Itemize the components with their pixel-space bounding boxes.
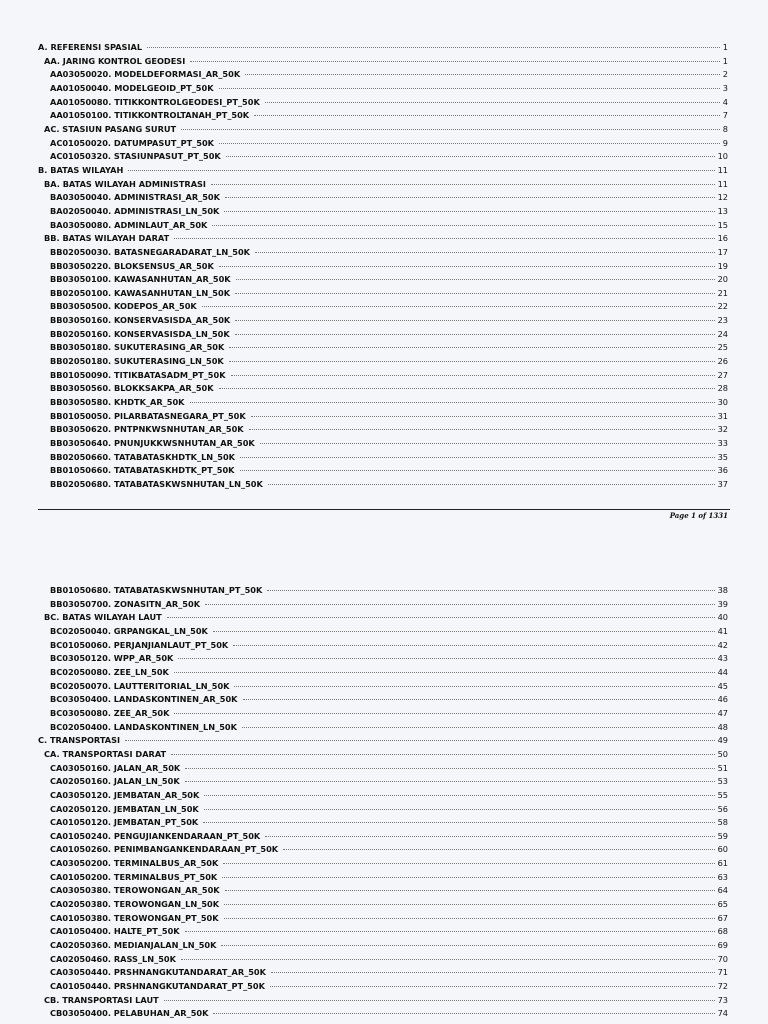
toc-entry-label: CA03050160. JALAN_AR_50K [50, 762, 181, 773]
toc-entry-page-number: 23 [717, 315, 728, 326]
toc-entry[interactable] [0, 994, 768, 1008]
dot-leader [222, 877, 714, 878]
toc-entry[interactable] [0, 178, 768, 192]
toc-entry-page-number: 47 [717, 707, 728, 718]
toc-entry-label: AA01050100. TITIKKONTROLTANAH_PT_50K [50, 110, 250, 121]
toc-entry-page-number: 10 [717, 151, 728, 162]
toc-entry-label: BA03050040. ADMINISTRASI_AR_50K [50, 192, 220, 203]
toc-entry[interactable] [0, 775, 768, 789]
toc-entry-page-number: 68 [717, 926, 728, 937]
toc-entry-page-number: 59 [717, 830, 728, 841]
dot-leader [213, 631, 715, 632]
dot-leader [235, 320, 714, 321]
dot-leader [128, 170, 714, 171]
toc-entry-page-number: 45 [717, 680, 728, 691]
toc-entry[interactable] [0, 611, 768, 625]
toc-entry-label: CA01050400. HALTE_PT_50K [50, 926, 180, 937]
toc-entry-page-number: 7 [722, 110, 728, 121]
toc-entry[interactable] [0, 680, 768, 694]
toc-entry-page-number: 40 [717, 612, 728, 623]
toc-entry-label: BB03050560. BLOKKSAKPA_AR_50K [50, 383, 214, 394]
dot-leader [245, 74, 720, 75]
dot-leader [233, 645, 714, 646]
toc-entry-label: AA01050080. TITIKKONTROLGEODESI_PT_50K [50, 96, 260, 107]
dot-leader [224, 904, 715, 905]
toc-entry-page-number: 64 [717, 885, 728, 896]
toc-entry-page-number: 65 [717, 899, 728, 910]
toc-entry[interactable] [0, 191, 768, 205]
toc-entry-page-number: 46 [717, 694, 728, 705]
toc-entry-page-number: 20 [717, 274, 728, 285]
toc-entry-page-number: 60 [717, 844, 728, 855]
toc-entry[interactable] [0, 437, 768, 451]
dot-leader [283, 849, 714, 850]
dot-leader [225, 197, 715, 198]
dot-leader [203, 822, 714, 823]
toc-entry-page-number: 51 [717, 762, 728, 773]
toc-entry-label: AC. STASIUN PASANG SURUT [44, 123, 177, 134]
toc-entry-page-number: 55 [717, 789, 728, 800]
toc-entry[interactable] [0, 287, 768, 301]
toc-entry[interactable] [0, 584, 768, 598]
toc-entry-page-number: 11 [717, 164, 728, 175]
dot-leader [265, 836, 714, 837]
toc-entry-page-number: 30 [717, 397, 728, 408]
toc-entry-page-number: 33 [717, 438, 728, 449]
toc-entry[interactable] [0, 314, 768, 328]
toc-entry-label: BA02050040. ADMINISTRASI_LN_50K [50, 205, 220, 216]
toc-entry-page-number: 41 [717, 625, 728, 636]
toc-entry[interactable] [0, 816, 768, 830]
toc-entry-label: BA. BATAS WILAYAH ADMINISTRASI [44, 178, 206, 189]
toc-entry-page-number: 27 [717, 369, 728, 380]
toc-entry-label: BB01050050. PILARBATASNEGARA_PT_50K [50, 410, 246, 421]
footer-divider [38, 509, 730, 510]
toc-entry-page-number: 24 [717, 328, 728, 339]
dot-leader [181, 129, 720, 130]
dot-leader [202, 306, 715, 307]
toc-entry-label: BC02050400. LANDASKONTINEN_LN_50K [50, 721, 237, 732]
toc-entry-page-number: 28 [717, 383, 728, 394]
toc-entry[interactable] [0, 721, 768, 735]
toc-entry-page-number: 72 [717, 981, 728, 992]
toc-entry-label: AA01050040. MODELGEOID_PT_50K [50, 82, 214, 93]
toc-entry-label: BB03050160. KONSERVASISDA_AR_50K [50, 315, 231, 326]
toc-entry-label: CA. TRANSPORTASI DARAT [44, 748, 167, 759]
toc-entry-label: BB03050640. PNUNJUKKWSNHUTAN_AR_50K [50, 438, 255, 449]
toc-entry-label: BC. BATAS WILAYAH LAUT [44, 612, 162, 623]
toc-entry[interactable] [0, 41, 768, 55]
toc-entry-page-number: 48 [717, 721, 728, 732]
toc-entry[interactable] [0, 55, 768, 69]
toc-entry-label: BB03050100. KAWASANHUTAN_AR_50K [50, 274, 231, 285]
toc-entry-page-number: 21 [717, 287, 728, 298]
toc-entry-label: CA03050200. TERMINALBUS_AR_50K [50, 858, 219, 869]
toc-entry[interactable] [0, 328, 768, 342]
toc-entry[interactable] [0, 884, 768, 898]
toc-entry-page-number: 39 [717, 598, 728, 609]
toc-entry-label: BC03050400. LANDASKONTINEN_AR_50K [50, 694, 238, 705]
toc-entry-label: AA03050020. MODELDEFORMASI_AR_50K [50, 69, 241, 80]
toc-entry-label: CB03050400. PELABUHAN_AR_50K [50, 1008, 209, 1019]
toc-entry-page-number: 61 [717, 858, 728, 869]
toc-entry-page-number: 2 [722, 69, 728, 80]
toc-entry-label: CA01050380. TEROWONGAN_PT_50K [50, 912, 219, 923]
dot-leader [125, 740, 715, 741]
toc-entry-page-number: 58 [717, 817, 728, 828]
dot-leader [240, 457, 715, 458]
toc-entry[interactable] [0, 898, 768, 912]
toc-entry-page-number: 63 [717, 871, 728, 882]
dot-leader [226, 156, 715, 157]
toc-entry-page-number: 44 [717, 666, 728, 677]
toc-entry-label: BB02050030. BATASNEGARADARAT_LN_50K [50, 246, 250, 257]
dot-leader [223, 863, 714, 864]
toc-entry-page-number: 17 [717, 246, 728, 257]
toc-entry-label: BA03050080. ADMINLAUT_AR_50K [50, 219, 208, 230]
dot-leader [268, 484, 715, 485]
dot-leader [211, 184, 715, 185]
toc-entry-page-number: 32 [717, 424, 728, 435]
toc-entry[interactable] [0, 803, 768, 817]
dot-leader [265, 102, 720, 103]
toc-entry[interactable] [0, 966, 768, 980]
dot-leader [271, 972, 715, 973]
toc-entry-page-number: 42 [717, 639, 728, 650]
toc-entry[interactable] [0, 451, 768, 465]
dot-leader [205, 604, 715, 605]
page-footer: Page 1 of 1331 [669, 511, 728, 520]
toc-entry-page-number: 49 [717, 735, 728, 746]
dot-leader [234, 686, 714, 687]
dot-leader [221, 945, 714, 946]
dot-leader [236, 279, 715, 280]
toc-entry[interactable] [0, 137, 768, 151]
toc-entry-label: CA03050120. JEMBATAN_AR_50K [50, 789, 200, 800]
toc-entry-label: CA01050440. PRSHNANGKUTANDARAT_PT_50K [50, 981, 265, 992]
dot-leader [251, 416, 715, 417]
toc-entry[interactable] [0, 68, 768, 82]
dot-leader [167, 617, 715, 618]
dot-leader [190, 61, 720, 62]
dot-leader [219, 88, 720, 89]
toc-entry-page-number: 25 [717, 342, 728, 353]
toc-entry-label: CA02050460. RASS_LN_50K [50, 953, 176, 964]
toc-entry[interactable] [0, 666, 768, 680]
toc-entry-page-number: 8 [722, 123, 728, 134]
toc-entry-label: CA01050200. TERMINALBUS_PT_50K [50, 871, 218, 882]
dot-leader [235, 293, 715, 294]
dot-leader [174, 238, 714, 239]
toc-entry-label: BB03050500. KODEPOS_AR_50K [50, 301, 197, 312]
toc-entry[interactable] [0, 843, 768, 857]
toc-entry-label: BB03050180. SUKUTERASING_AR_50K [50, 342, 225, 353]
toc-entry[interactable] [0, 150, 768, 164]
dot-leader [174, 672, 715, 673]
toc-entry-label: BB03050220. BLOKSENSUS_AR_50K [50, 260, 214, 271]
toc-entry-label: CA02050360. MEDIANJALAN_LN_50K [50, 940, 217, 951]
toc-entry-page-number: 71 [717, 967, 728, 978]
toc-entry[interactable] [0, 219, 768, 233]
dot-leader [190, 402, 715, 403]
toc-entry-page-number: 74 [717, 1008, 728, 1019]
dot-leader [204, 809, 715, 810]
toc-entry-page-number: 37 [717, 479, 728, 489]
dot-leader [171, 754, 714, 755]
toc-entry[interactable] [0, 410, 768, 424]
toc-list [0, 584, 768, 1021]
dot-leader [204, 795, 714, 796]
toc-entry-label: AC01050320. STASIUNPASUT_PT_50K [50, 151, 221, 162]
toc-entry-page-number: 16 [717, 233, 728, 244]
toc-entry[interactable] [0, 830, 768, 844]
toc-entry-label: BB02050680. TATABATASKWSNHUTAN_LN_50K [50, 479, 263, 489]
toc-entry[interactable] [0, 639, 768, 653]
toc-entry-page-number: 4 [722, 96, 728, 107]
toc-entry[interactable] [0, 273, 768, 287]
toc-entry[interactable] [0, 123, 768, 137]
dot-leader [219, 388, 715, 389]
toc-entry[interactable] [0, 232, 768, 246]
toc-entry-label: CA01050260. PENIMBANGANKENDARAAN_PT_50K [50, 844, 279, 855]
dot-leader [225, 890, 715, 891]
toc-entry[interactable] [0, 246, 768, 260]
dot-leader [181, 959, 715, 960]
dot-leader [270, 986, 715, 987]
dot-leader [212, 225, 714, 226]
toc-entry[interactable] [0, 693, 768, 707]
toc-entry[interactable] [0, 939, 768, 953]
toc-entry[interactable] [0, 355, 768, 369]
dot-leader [164, 1000, 715, 1001]
toc-entry[interactable] [0, 82, 768, 96]
toc-entry-label: BB02050160. KONSERVASISDA_LN_50K [50, 328, 230, 339]
dot-leader [219, 266, 715, 267]
toc-entry[interactable] [0, 396, 768, 410]
toc-entry-label: BC02050040. GRPANGKAL_LN_50K [50, 625, 208, 636]
dot-leader [243, 699, 715, 700]
toc-entry[interactable] [0, 598, 768, 612]
toc-entry[interactable] [0, 762, 768, 776]
toc-entry-label: BB03050580. KHDTK_AR_50K [50, 397, 185, 408]
toc-entry-label: BB02050660. TATABATASKHDTK_LN_50K [50, 451, 235, 462]
toc-entry[interactable] [0, 748, 768, 762]
toc-entry[interactable] [0, 980, 768, 994]
toc-entry-page-number: 31 [717, 410, 728, 421]
toc-entry[interactable] [0, 423, 768, 437]
toc-entry-label: C. TRANSPORTASI [38, 735, 121, 746]
dot-leader [240, 470, 715, 471]
toc-entry-label: AA. JARING KONTROL GEODESI [44, 55, 186, 66]
toc-entry-label: BC02050070. LAUTTERITORIAL_LN_50K [50, 680, 230, 691]
toc-entry-label: BB01050090. TITIKBATASADM_PT_50K [50, 369, 226, 380]
dot-leader [254, 115, 720, 116]
toc-entry-page-number: 26 [717, 356, 728, 367]
toc-entry-label: BB02050180. SUKUTERASING_LN_50K [50, 356, 224, 367]
toc-entry[interactable] [0, 205, 768, 219]
toc-entry[interactable] [0, 341, 768, 355]
toc-entry[interactable] [0, 652, 768, 666]
toc-entry-label: BC03050120. WPP_AR_50K [50, 653, 174, 664]
toc-entry-page-number: 15 [717, 219, 728, 230]
toc-entry-page-number: 38 [717, 585, 728, 595]
toc-entry-label: A. REFERENSI SPASIAL [38, 42, 143, 52]
toc-entry-page-number: 67 [717, 912, 728, 923]
toc-entry-label: BB01050680. TATABATASKWSNHUTAN_PT_50K [50, 585, 263, 595]
toc-entry-label: CA02050380. TEROWONGAN_LN_50K [50, 899, 220, 910]
toc-entry[interactable] [0, 464, 768, 478]
toc-entry[interactable] [0, 707, 768, 721]
toc-entry-page-number: 53 [717, 776, 728, 787]
toc-entry-label: CB. TRANSPORTASI LAUT [44, 994, 159, 1005]
toc-entry-label: B. BATAS WILAYAH [38, 164, 124, 175]
toc-entry-page-number: 73 [717, 994, 728, 1005]
toc-entry-label: BB. BATAS WILAYAH DARAT [44, 233, 170, 244]
toc-entry-page-number: 11 [717, 178, 728, 189]
toc-entry-label: AC01050020. DATUMPASUT_PT_50K [50, 137, 214, 148]
toc-entry-page-number: 13 [717, 205, 728, 216]
dot-leader [174, 713, 714, 714]
toc-list [0, 41, 768, 492]
toc-entry[interactable] [0, 734, 768, 748]
toc-entry-page-number: 1 [722, 55, 728, 66]
toc-entry-page-number: 22 [717, 301, 728, 312]
toc-entry-page-number: 9 [722, 137, 728, 148]
toc-entry[interactable] [0, 260, 768, 274]
toc-entry[interactable] [0, 953, 768, 967]
toc-entry-page-number: 12 [717, 192, 728, 203]
dot-leader [267, 590, 714, 591]
toc-entry-page-number: 70 [717, 953, 728, 964]
toc-entry[interactable] [0, 382, 768, 396]
dot-leader [231, 375, 715, 376]
dot-leader [235, 334, 715, 335]
dot-leader [242, 727, 715, 728]
toc-entry[interactable] [0, 789, 768, 803]
toc-entry-label: CA01050240. PENGUJIANKENDARAAN_PT_50K [50, 830, 261, 841]
toc-entry[interactable] [0, 109, 768, 123]
toc-entry[interactable] [0, 871, 768, 885]
toc-entry-page-number: 43 [717, 653, 728, 664]
dot-leader [229, 361, 715, 362]
toc-entry-page-number: 3 [722, 82, 728, 93]
toc-entry-page-number: 56 [717, 803, 728, 814]
toc-entry[interactable] [0, 164, 768, 178]
dot-leader [224, 918, 715, 919]
dot-leader [224, 211, 714, 212]
toc-entry[interactable] [0, 857, 768, 871]
toc-entry-page-number: 35 [717, 451, 728, 462]
toc-entry-label: CA02050120. JEMBATAN_LN_50K [50, 803, 199, 814]
toc-entry-label: CA01050120. JEMBATAN_PT_50K [50, 817, 199, 828]
toc-entry-page-number: 50 [717, 748, 728, 759]
toc-entry-label: BC02050080. ZEE_LN_50K [50, 666, 169, 677]
dot-leader [147, 47, 720, 48]
toc-entry[interactable] [0, 369, 768, 383]
toc-entry-label: BC01050060. PERJANJIANLAUT_PT_50K [50, 639, 229, 650]
toc-entry[interactable] [0, 625, 768, 639]
toc-entry[interactable] [0, 478, 768, 492]
toc-entry-page-number: 19 [717, 260, 728, 271]
dot-leader [229, 347, 714, 348]
toc-entry-label: BB03050620. PNTPNKWSNHUTAN_AR_50K [50, 424, 244, 435]
toc-entry-label: BB03050700. ZONASITN_AR_50K [50, 598, 201, 609]
toc-entry[interactable] [0, 912, 768, 926]
dot-leader [219, 143, 720, 144]
toc-entry[interactable] [0, 96, 768, 110]
toc-entry-page-number: 1 [722, 42, 728, 52]
toc-entry-label: BB01050660. TATABATASKHDTK_PT_50K [50, 465, 235, 476]
toc-entry-page-number: 69 [717, 940, 728, 951]
dot-leader [260, 443, 715, 444]
dot-leader [185, 768, 714, 769]
dot-leader [178, 658, 714, 659]
dot-leader [185, 931, 715, 932]
toc-entry-label: CA02050160. JALAN_LN_50K [50, 776, 180, 787]
toc-entry[interactable] [0, 925, 768, 939]
toc-entry-page-number: 36 [717, 465, 728, 476]
toc-entry-label: CA03050440. PRSHNANGKUTANDARAT_AR_50K [50, 967, 266, 978]
dot-leader [249, 429, 715, 430]
toc-entry-label: CA03050380. TEROWONGAN_AR_50K [50, 885, 220, 896]
toc-entry[interactable] [0, 1007, 768, 1021]
toc-entry-label: BC03050080. ZEE_AR_50K [50, 707, 170, 718]
dot-leader [213, 1013, 714, 1014]
dot-leader [255, 252, 715, 253]
dot-leader [185, 781, 715, 782]
toc-entry-label: BB02050100. KAWASANHUTAN_LN_50K [50, 287, 231, 298]
toc-entry[interactable] [0, 300, 768, 314]
